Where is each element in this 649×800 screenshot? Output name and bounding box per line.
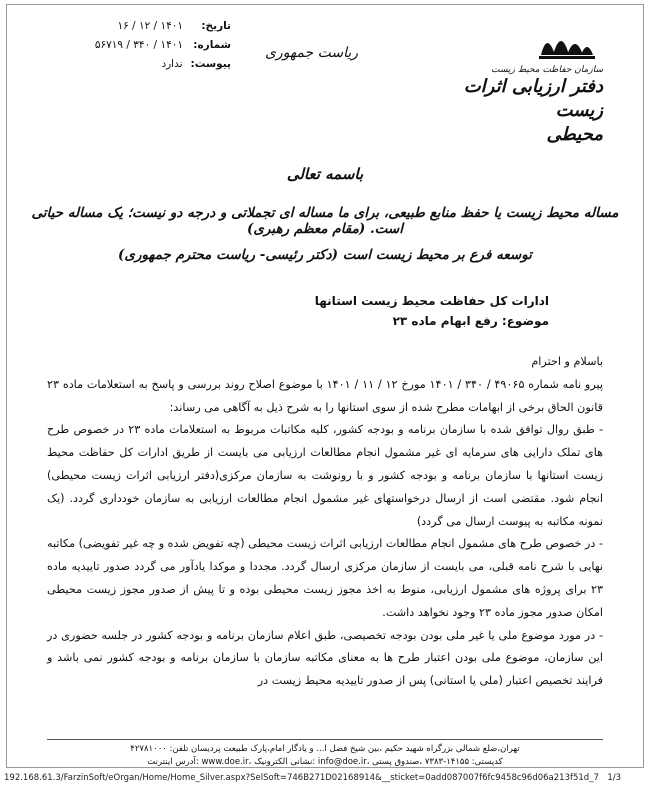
recipient: ادارات کل حفاظت محیط زیست استانها — [314, 294, 549, 308]
number-label: شماره: — [193, 39, 231, 51]
footer-address: تهران،ضلع شمالی بزرگراه شهید حکیم ،بین شیخ فضل ا... و یادگار امام،پارک طبیعت پردیسان تلفن: ۴۲۷۸۱۰۰۰ — [130, 744, 520, 754]
letter-footer — [7, 743, 643, 768]
browser-print-url: 192.168.61.3/FarzinSoft/eOrgan/Home/Home_Silver.aspx?SelSoft=746B271D02168914&__sticket=0add087007f6fc9458c96d06a213f51d_7 — [4, 773, 599, 783]
attachment-label: پیوست: — [190, 58, 231, 70]
recipient-block — [315, 291, 549, 331]
paragraph-1: پیرو نامه شماره ۴۹۰۶۵ / ۳۴۰ / ۱۴۰۱ مورخ ۱۲ / ۱۱ / ۱۴۰۱ با موضوع اصلاح روند بررسی و پاسخ به استعلامات ماده ۲۳ قانون الحاق برخی از ابهامات مطرح شده از سوی استانها را به شرح ذیل به آگاهی می رساند: — [47, 377, 603, 414]
page-indicator: 1/3 — [607, 773, 621, 783]
paragraph-2: - طبق روال توافق شده با سازمان برنامه و بودجه کشور، کلیه مکاتبات مربوط به استعلامات ماده ۲۳ در خصوص طرح های تملک دارایی های سرمایه ای غیر مشمول انجام مطالعات ارزیابی می بایست از طریق ادارات کل حفاظت محیط زیست استانها با سازمان برنامه و بودجه کشور و با رونوشت به سازمان مرکزی(دفتر ارزیابی اثرات زیست محیطی) انجام شود. مقتضی است از ارسال درخواستهای غیر مشمول انجام مطالعات ارزیابی به سازمان خودداری گردد. (یک نمونه مکاتبه به پیوست ارسال می گردد) — [47, 423, 603, 528]
organization-name — [453, 65, 603, 147]
presidency-header: ریاست جمهوری — [265, 45, 359, 61]
date-label: تاریخ: — [201, 20, 231, 32]
president-quote: توسعه فرع بر محیط زیست است (دکتر رئیسی- ریاست محترم جمهوری) — [118, 247, 532, 263]
paragraph-3: - در خصوص طرح های مشمول انجام مطالعات ارزیابی اثرات زیست محیطی (چه تفویض شده و چه غیر تفویضی) مکاتبه نهایی با شرح نامه قبلی، می بایست از سازمان مرکزی ارسال گردد. مجددا و موکدا یادآور می گردد صدور تاییدیه ماده ۲۳ برای پروژه های مشمول ارزیابی، منوط به اخذ مجوز زیست محیطی بوده و تا پیش از صدور مجوز زیست محیطی امکان صدور مجوز ماده ۲۳ وجود نخواهد داشت. — [47, 537, 603, 619]
org-line-1: سازمان حفاظت محیط زیست — [491, 65, 603, 75]
paragraph-4: - در مورد موضوع ملی یا غیر ملی بودن بودجه تخصیصی، طبق اعلام سازمان برنامه و بودجه کشور در جلسه حضوری در این سازمان، موضوع ملی بودن اعتبار طرح ها به معنای مکاتبه سازمان با سازمان برنامه و بودجه کشور نمی باشد و فرایند تخصیص اعتبار (ملی یا استانی) پس از صدور تاییدیه محیط زیست در — [47, 628, 603, 688]
attachment-value: ندارد — [161, 58, 183, 70]
org-line-3: محیطی — [546, 124, 603, 145]
letter-page — [6, 4, 644, 768]
org-line-2: دفتر ارزیابی اثرات زیست — [463, 76, 603, 121]
footer-divider — [47, 739, 603, 740]
footer-contact: کدپستی: ۱۴۱۵۵-۷۳۸۳ ،صندوق پستی ،info@doe.ir :نشانی الکترونیک ،www.doe.ir :آدرس اینترنت — [147, 757, 503, 767]
doe-logo-icon — [537, 25, 597, 61]
greeting: باسلام و احترام — [531, 355, 603, 368]
leader-quote: مساله محیط زیست یا حفظ منابع طبیعی، برای ما مساله ای تجملاتی و درجه دو نیست؛ یک مساله حیاتی است. (مقام معظم رهبری) — [31, 205, 619, 237]
basmala: باسمه تعالی — [286, 165, 364, 183]
number-value: ۱۴۰۱ / ۳۴۰ / ۵۶۷۱۹ — [94, 39, 183, 51]
subject: موضوع: رفع ابهام ماده ۲۳ — [392, 314, 549, 328]
date-value: ۱۴۰۱ / ۱۲ / ۱۶ — [117, 20, 183, 32]
letter-meta — [61, 17, 231, 74]
letter-body — [47, 351, 603, 693]
